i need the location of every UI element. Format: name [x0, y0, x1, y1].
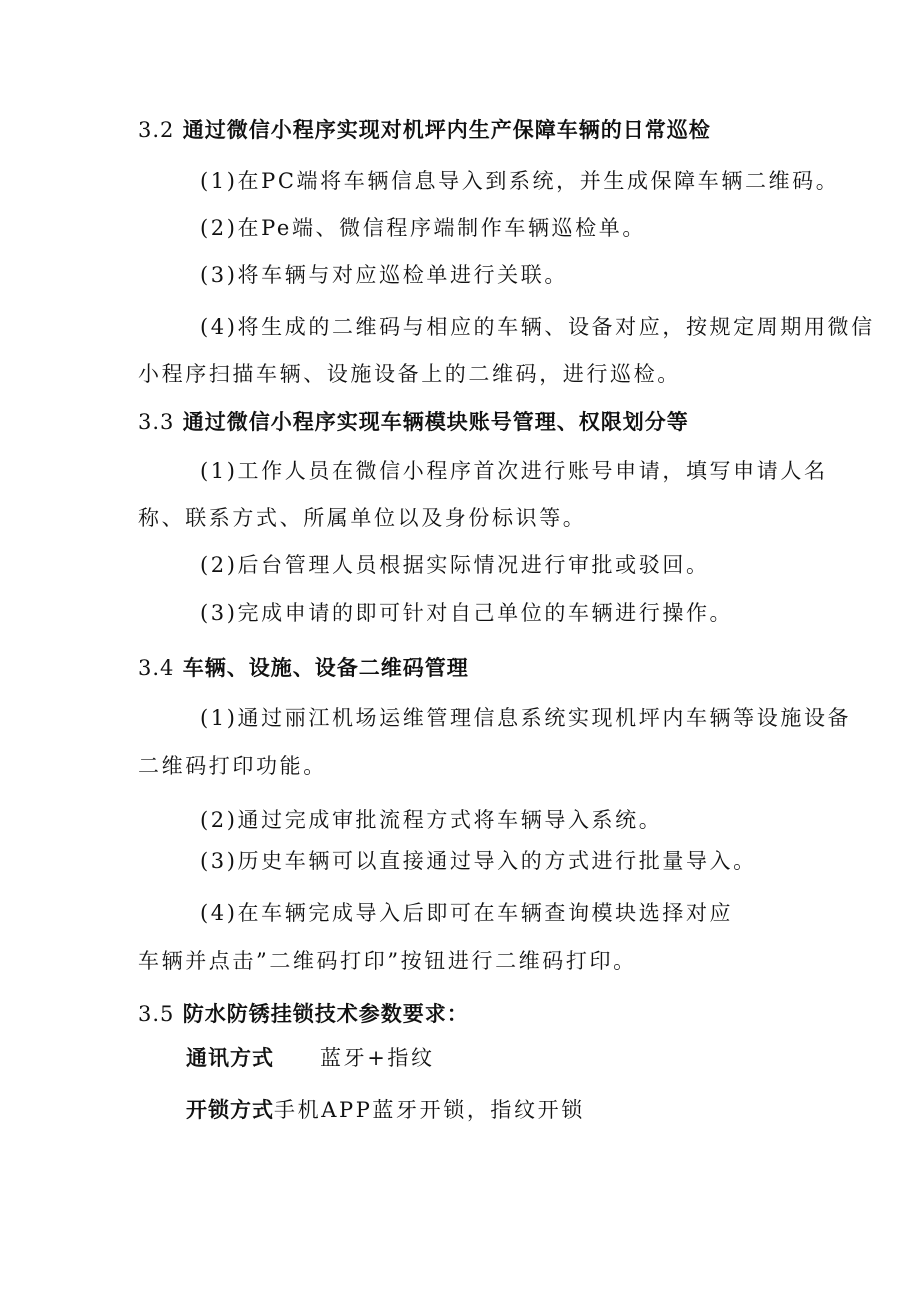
paragraph-line: (2)后台管理人员根据实际情况进行审批或驳回。	[200, 553, 710, 577]
section-3-2-heading	[138, 115, 711, 145]
paragraph-line: (2)通过完成审批流程方式将车辆导入系统。	[200, 808, 663, 832]
param-row	[186, 1043, 435, 1073]
section-3-5-heading	[138, 999, 469, 1029]
paragraph-line: 车辆并点击”二维码打印”按钮进行二维码打印。	[138, 949, 637, 973]
section-3-5-number: 3.5	[138, 1002, 175, 1026]
paragraph-line: (1)通过丽江机场运维管理信息系统实现机坪内车辆等设施设备	[200, 706, 852, 730]
section-3-4-title: 车辆、设施、设备二维码管理	[182, 656, 469, 680]
paragraph-line: (4)将生成的二维码与相应的车辆、设备对应，按规定周期用微信	[200, 315, 875, 339]
section-3-3-heading	[138, 407, 689, 437]
paragraph-line: (3)历史车辆可以直接通过导入的方式进行批量导入。	[200, 849, 757, 873]
paragraph-line: (3)完成申请的即可针对自己单位的车辆进行操作。	[200, 601, 734, 625]
section-3-5-title: 防水防锈挂锁技术参数要求：	[182, 1002, 469, 1026]
param-label: 通讯方式	[186, 1046, 274, 1070]
paragraph-line: 称、联系方式、所属单位以及身份标识等。	[138, 506, 587, 530]
paragraph-line: 二维码打印功能。	[138, 754, 327, 778]
section-3-2-title: 通过微信小程序实现对机坪内生产保障车辆的日常巡检	[182, 118, 711, 142]
section-3-4-number: 3.4	[138, 656, 175, 680]
paragraph-line: (2)在Pe端、微信程序端制作车辆巡检单。	[200, 216, 646, 240]
section-3-3-number: 3.3	[138, 410, 175, 434]
paragraph-line: 小程序扫描车辆、设施设备上的二维码，进行巡检。	[138, 362, 681, 386]
paragraph-line: (1)工作人员在微信小程序首次进行账号申请，填写申请人名	[200, 459, 828, 483]
param-value: 蓝牙+指纹	[320, 1046, 435, 1070]
section-3-4-heading	[138, 653, 469, 683]
param-row	[186, 1095, 585, 1125]
paragraph-line: (4)在车辆完成导入后即可在车辆查询模块选择对应	[200, 901, 734, 925]
paragraph-line: (3)将车辆与对应巡检单进行关联。	[200, 263, 568, 287]
section-3-3-title: 通过微信小程序实现车辆模块账号管理、权限划分等	[182, 410, 689, 434]
param-value: 手机APP蓝牙开锁，指纹开锁	[274, 1098, 585, 1122]
param-label: 开锁方式	[186, 1098, 274, 1122]
section-3-2-number: 3.2	[138, 118, 175, 142]
paragraph-line: (1)在PC端将车辆信息导入到系统，并生成保障车辆二维码。	[200, 169, 840, 193]
